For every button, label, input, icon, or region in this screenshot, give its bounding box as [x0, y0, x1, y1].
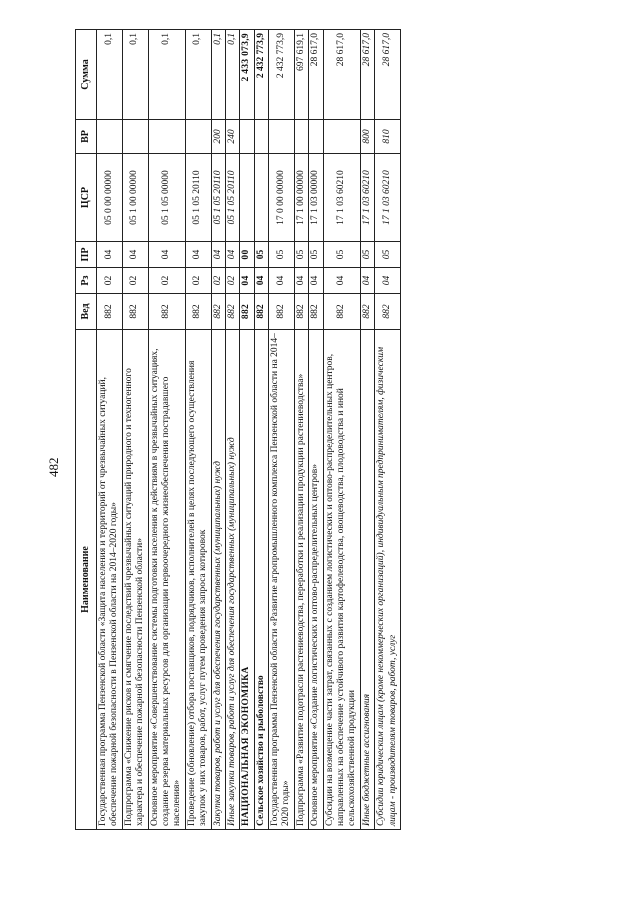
table-cell-csr: 17 1 03 60210 [375, 154, 401, 242]
table-cell-vr [97, 120, 123, 154]
table-cell-rz: 02 [148, 268, 185, 294]
table-cell-sum: 2 432 773,9 [269, 30, 295, 120]
table-cell-sum: 0,1 [122, 30, 148, 120]
table-cell-csr [240, 154, 254, 242]
table-cell-ved: 882 [211, 294, 225, 330]
table-cell-pr: 04 [185, 242, 211, 268]
table-cell-csr: 17 0 00 00000 [269, 154, 295, 242]
table-cell-sum: 28 617,0 [360, 30, 374, 120]
table-cell-name: Подпрограмма «Развитие подотрасли растениеводства, переработки и реализации продукции растениеводства» [294, 330, 308, 830]
table-cell-csr: 17 1 03 60210 [323, 154, 360, 242]
table-cell-pr: 05 [309, 242, 323, 268]
table-cell-pr: 05 [254, 242, 268, 268]
table-cell-pr: 05 [375, 242, 401, 268]
table-cell-rz: 02 [211, 268, 225, 294]
table-cell-csr: 05 1 00 00000 [122, 154, 148, 242]
table-cell-vr [185, 120, 211, 154]
table-cell-pr: 05 [294, 242, 308, 268]
table-cell-rz: 04 [294, 268, 308, 294]
table-cell-vr: 810 [375, 120, 401, 154]
table-cell-sum: 2 432 773,9 [254, 30, 268, 120]
table-cell-vr: 240 [225, 120, 239, 154]
table-cell-vr: 800 [360, 120, 374, 154]
header-name: Наименование [76, 330, 97, 830]
table-cell-csr: 05 0 00 00000 [97, 154, 123, 242]
table-row [254, 30, 268, 830]
table-cell-rz: 04 [309, 268, 323, 294]
table-cell-name: НАЦИОНАЛЬНАЯ ЭКОНОМИКА [240, 330, 254, 830]
table-row [185, 30, 211, 830]
header-rz: Рз [76, 268, 97, 294]
header-ved: Вед [76, 294, 97, 330]
table-cell-name: Государственная программа Пензенской области «Развитие агропромышленного комплекса Пензенской области на 2014–2020 годы» [269, 330, 295, 830]
table-row [375, 30, 401, 830]
table-row [211, 30, 225, 830]
table-row [225, 30, 239, 830]
table-cell-pr: 05 [323, 242, 360, 268]
page-number: 482 [46, 457, 61, 477]
table-cell-csr: 05 1 05 00000 [148, 154, 185, 242]
table-cell-csr: 05 1 05 20110 [185, 154, 211, 242]
table-row [323, 30, 360, 830]
table-cell-ved: 882 [122, 294, 148, 330]
table-cell-pr: 04 [211, 242, 225, 268]
table-cell-sum: 28 617,0 [309, 30, 323, 120]
table-cell-vr [148, 120, 185, 154]
table-row [148, 30, 185, 830]
table-cell-ved: 882 [148, 294, 185, 330]
table-cell-sum: 697 619,1 [294, 30, 308, 120]
table-cell-name: Сельское хозяйство и рыболовство [254, 330, 268, 830]
table-cell-pr: 00 [240, 242, 254, 268]
table-cell-name: Проведение (обновление) отбора поставщиков, подрядчиков, исполнителей в целях последующего осуществления закупок у них товаров, работ, услуг путем проведения запроса котировок [185, 330, 211, 830]
table-header-row [76, 30, 97, 830]
table-cell-vr: 200 [211, 120, 225, 154]
table-cell-name: Государственная программа Пензенской области «Защита населения и территорий от чрезвычайных ситуаций, обеспечение пожарной безопасности в Пензенской области на 2014–2020 годы» [97, 330, 123, 830]
table-cell-rz: 04 [360, 268, 374, 294]
table-cell-name: Основное мероприятие «Совершенствование системы подготовки населения к действиям в чрезвычайных ситуациях, создание резерва материальных ресурсов для организации первоочередного жизнеобеспечения пострадавшего населения» [148, 330, 185, 830]
table-cell-csr: 17 1 00 00000 [294, 154, 308, 242]
header-pr: ПР [76, 242, 97, 268]
table-cell-pr: 05 [360, 242, 374, 268]
table-cell-vr [269, 120, 295, 154]
table-cell-ved: 882 [185, 294, 211, 330]
table-cell-sum: 28 617,0 [323, 30, 360, 120]
table-cell-vr [323, 120, 360, 154]
rotated-table-container [75, 30, 525, 830]
table-cell-vr [254, 120, 268, 154]
table-cell-pr: 04 [148, 242, 185, 268]
table-cell-rz: 04 [375, 268, 401, 294]
table-cell-sum: 0,1 [185, 30, 211, 120]
table-row [294, 30, 308, 830]
table-cell-name: Основное мероприятие «Создание логистических и оптово-распределительных центров» [309, 330, 323, 830]
table-cell-ved: 882 [323, 294, 360, 330]
header-vr: ВР [76, 120, 97, 154]
table-cell-vr [309, 120, 323, 154]
table-cell-sum: 28 617,0 [375, 30, 401, 120]
table-cell-pr: 04 [97, 242, 123, 268]
table-cell-rz: 02 [185, 268, 211, 294]
table-cell-name: Субсидии на возмещение части затрат, связанных с созданием логистических и оптово-распределительных центров, направленных на обеспечение устойчивого развития картофелеводства, овощеводства, плодоводства и иной сельскохозяйственной продукции [323, 330, 360, 830]
table-cell-ved: 882 [294, 294, 308, 330]
table-cell-csr: 05 1 05 20110 [211, 154, 225, 242]
table-cell-ved: 882 [225, 294, 239, 330]
table-cell-vr [240, 120, 254, 154]
table-cell-rz: 04 [269, 268, 295, 294]
budget-table [75, 29, 401, 830]
table-cell-name: Подпрограмма «Снижение рисков и смягчение последствий чрезвычайных ситуаций природного и техногенного характера и обеспечение пожарной безопасности Пензенской области» [122, 330, 148, 830]
table-cell-rz: 02 [122, 268, 148, 294]
table-cell-pr: 04 [225, 242, 239, 268]
table-cell-pr: 05 [269, 242, 295, 268]
table-cell-rz: 04 [323, 268, 360, 294]
header-csr: ЦСР [76, 154, 97, 242]
table-cell-ved: 882 [309, 294, 323, 330]
table-cell-csr: 17 1 03 00000 [309, 154, 323, 242]
table-cell-sum: 0,1 [148, 30, 185, 120]
table-row [269, 30, 295, 830]
table-cell-ved: 882 [269, 294, 295, 330]
table-cell-vr [122, 120, 148, 154]
table-cell-rz: 02 [225, 268, 239, 294]
table-cell-ved: 882 [254, 294, 268, 330]
table-cell-ved: 882 [97, 294, 123, 330]
header-sum: Сумма [76, 30, 97, 120]
table-cell-rz: 04 [254, 268, 268, 294]
table-cell-sum: 0,1 [225, 30, 239, 120]
table-cell-csr: 17 1 03 60210 [360, 154, 374, 242]
table-row [309, 30, 323, 830]
table-cell-rz: 02 [97, 268, 123, 294]
table-row [360, 30, 374, 830]
table-cell-csr: 05 1 05 20110 [225, 154, 239, 242]
table-cell-ved: 882 [240, 294, 254, 330]
table-cell-sum: 0,1 [211, 30, 225, 120]
table-body [97, 30, 401, 830]
table-cell-name: Иные бюджетные ассигнования [360, 330, 374, 830]
table-row [97, 30, 123, 830]
table-cell-csr [254, 154, 268, 242]
table-cell-rz: 04 [240, 268, 254, 294]
table-row [122, 30, 148, 830]
table-cell-ved: 882 [360, 294, 374, 330]
table-cell-name: Субсидии юридическим лицам (кроме некоммерческих организаций), индивидуальным предпринимателям, физическим лицам - производителям товаров, работ, услуг [375, 330, 401, 830]
table-cell-sum: 2 433 073,9 [240, 30, 254, 120]
table-cell-name: Закупка товаров, работ и услуг для обеспечения государственных (муниципальных) нужд [211, 330, 225, 830]
table-cell-sum: 0,1 [97, 30, 123, 120]
table-row [240, 30, 254, 830]
table-cell-vr [294, 120, 308, 154]
table-cell-pr: 04 [122, 242, 148, 268]
table-cell-ved: 882 [375, 294, 401, 330]
table-cell-name: Иные закупки товаров, работ и услуг для обеспечения государственных (муниципальных) нужд [225, 330, 239, 830]
